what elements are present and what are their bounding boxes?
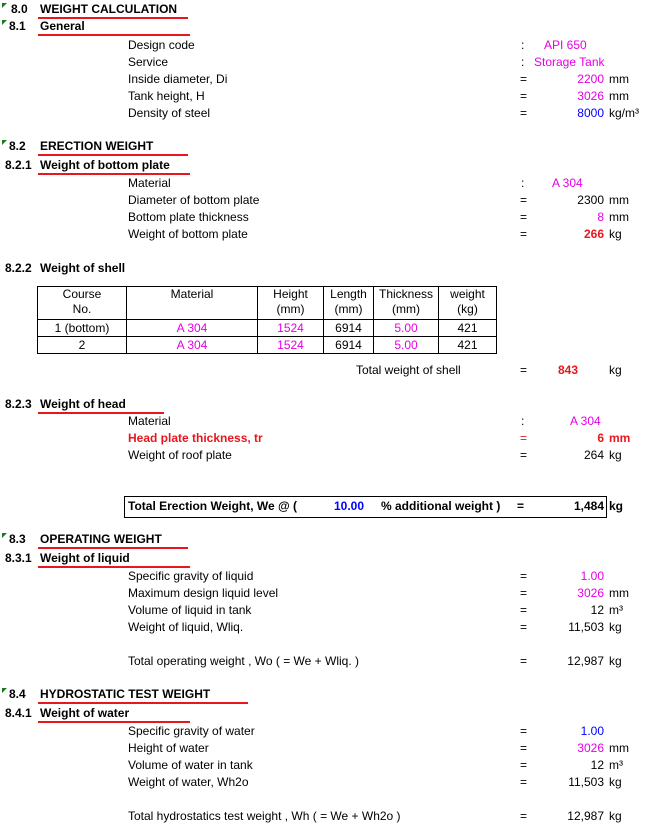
row-separator: = [520,448,528,462]
section-number: 8.0 [11,2,28,16]
title-underline [38,702,248,704]
table-row [38,320,497,337]
section-title: OPERATING WEIGHT [40,532,162,546]
row-separator: : [521,55,525,69]
row-unit: kg [609,363,622,377]
row-label: Weight of water, Wh2o [128,775,249,789]
shell-total-value: 843 [558,363,579,377]
row-separator: = [520,72,528,86]
row-separator: : [521,176,525,190]
section-number: 8.4 [9,687,26,701]
row-value: 2300 [577,193,604,207]
row-separator: = [520,724,528,738]
table-cell: 1524 [258,337,324,354]
row-label: Tank height, H [128,89,205,103]
row-value: 264 [583,448,604,462]
row-unit: mm [609,586,629,600]
row-value: 6 [597,431,604,445]
table-cell: 421 [439,337,497,354]
row-label: Density of steel [128,106,211,120]
row-unit: kg [609,775,622,789]
row-label: Head plate thickness, tr [128,431,263,445]
row-unit: mm [609,72,629,86]
title-underline [38,721,190,723]
row-separator: = [520,89,528,103]
table-cell: A 304 [127,320,258,337]
erection-total-label: Total Erection Weight, We @ ( [128,499,298,513]
row-label: Design code [128,38,195,52]
cell-marker-icon [2,3,7,8]
table-cell: A 304 [127,337,258,354]
row-value: 3026 [577,741,604,755]
shell-table [37,286,497,354]
section-number: 8.2.1 [5,158,32,172]
row-label: Specific gravity of liquid [128,569,254,583]
erection-total-percent: 10.00 [334,499,365,513]
row-label: Weight of liquid, Wliq. [128,620,244,634]
section-title: Weight of bottom plate [40,158,170,172]
row-label: Maximum design liquid level [128,586,279,600]
title-underline [38,34,190,36]
row-label: Bottom plate thickness [128,210,249,224]
row-label: Service [128,55,169,69]
row-separator: = [520,193,528,207]
row-unit: mm [609,193,629,207]
row-unit: mm [609,89,629,103]
row-label: Inside diameter, Di [128,72,228,86]
row-value: 8 [597,210,604,224]
row-separator: = [520,106,528,120]
table-row [38,337,497,354]
table-header: Length (mm) [324,287,374,320]
section-number: 8.3.1 [5,551,32,565]
section-title: Weight of liquid [40,551,130,565]
section-title: Weight of head [40,397,126,411]
row-separator: = [520,654,528,668]
table-cell: 421 [439,320,497,337]
shell-total-label: Total weight of shell [356,363,461,377]
row-value: 11,503 [568,775,604,789]
row-value: 12 [590,603,604,617]
row-separator: = [520,809,528,823]
row-unit: mm [609,741,629,755]
row-unit: kg [609,227,622,241]
row-separator: = [520,603,528,617]
row-separator: = [520,227,528,241]
table-header-row [38,287,497,320]
section-number: 8.2.2 [5,261,32,275]
row-value: API 650 [544,38,587,52]
row-separator: : [521,38,525,52]
row-separator: = [520,586,528,600]
section-title: Weight of water [40,706,130,720]
row-unit: kg [609,499,624,513]
row-separator: = [520,210,528,224]
row-label: Volume of water in tank [128,758,253,772]
table-header: weight (kg) [439,287,497,320]
row-value: 12 [590,758,604,772]
section-number: 8.1 [9,19,26,33]
table-header: Thickness (mm) [374,287,439,320]
row-label: Total operating weight , Wo ( = We + Wliq. ) [128,654,359,668]
erection-total-suffix: % additional weight ) [381,499,501,513]
title-underline [38,566,190,568]
row-label: Height of water [128,741,209,755]
row-unit: kg [609,809,622,823]
row-unit: kg/m³ [609,106,639,120]
row-label: Material [128,414,171,428]
row-separator: = [520,363,528,377]
row-label: Material [128,176,171,190]
erection-total-value: 1,484 [573,499,604,513]
row-value: 12,987 [567,654,604,668]
title-underline [38,173,190,175]
section-title: HYDROSTATIC TEST WEIGHT [40,687,211,701]
section-title: Weight of shell [40,261,126,275]
row-label: Specific gravity of water [128,724,255,738]
section-number: 8.2 [9,139,26,153]
row-separator: = [520,620,528,634]
row-separator: = [520,569,528,583]
row-unit: mm [609,210,629,224]
row-value: 2200 [577,72,604,86]
row-unit: kg [609,448,622,462]
title-underline [38,154,188,156]
section-title: ERECTION WEIGHT [40,139,154,153]
row-value: 3026 [577,586,604,600]
row-value: A 304 [570,414,601,428]
row-unit: m³ [609,758,623,772]
row-value: 266 [583,227,604,241]
row-unit: kg [609,654,622,668]
table-cell: 5.00 [374,337,439,354]
row-separator: = [520,758,528,772]
row-value: 1.00 [580,569,604,583]
row-unit: mm [609,431,631,445]
section-number: 8.2.3 [5,397,32,411]
row-label: Weight of roof plate [128,448,232,462]
cell-marker-icon [2,533,7,538]
table-cell: 5.00 [374,320,439,337]
row-value: A 304 [552,176,583,190]
cell-marker-icon [2,688,7,693]
row-value: 12,987 [567,809,604,823]
table-header: Height (mm) [258,287,324,320]
table-cell: 6914 [324,320,374,337]
row-unit: kg [609,620,622,634]
table-cell: 1 (bottom) [38,320,127,337]
row-label: Volume of liquid in tank [128,603,252,617]
row-separator: = [517,499,525,513]
cell-marker-icon [2,20,7,25]
section-title: WEIGHT CALCULATION [40,2,178,16]
section-number: 8.3 [9,532,26,546]
table-header: Course No. [38,287,127,320]
table-header: Material [127,287,258,320]
row-value: 1.00 [580,724,604,738]
table-cell: 1524 [258,320,324,337]
row-unit: m³ [609,603,623,617]
row-separator: = [520,741,528,755]
row-separator: = [520,775,528,789]
row-separator: : [521,414,525,428]
title-underline [38,547,188,549]
table-cell: 6914 [324,337,374,354]
cell-marker-icon [2,140,7,145]
section-title: General [40,19,85,33]
row-value: 8000 [577,106,604,120]
row-label: Weight of bottom plate [128,227,248,241]
section-number: 8.4.1 [5,706,32,720]
row-value: Storage Tank [534,55,605,69]
table-cell: 2 [38,337,127,354]
row-label: Diameter of bottom plate [128,193,260,207]
row-value: 3026 [577,89,604,103]
row-separator: = [520,431,528,445]
row-label: Total hydrostatics test weight , Wh ( = We + Wh2o ) [128,809,401,823]
row-value: 11,503 [568,620,604,634]
